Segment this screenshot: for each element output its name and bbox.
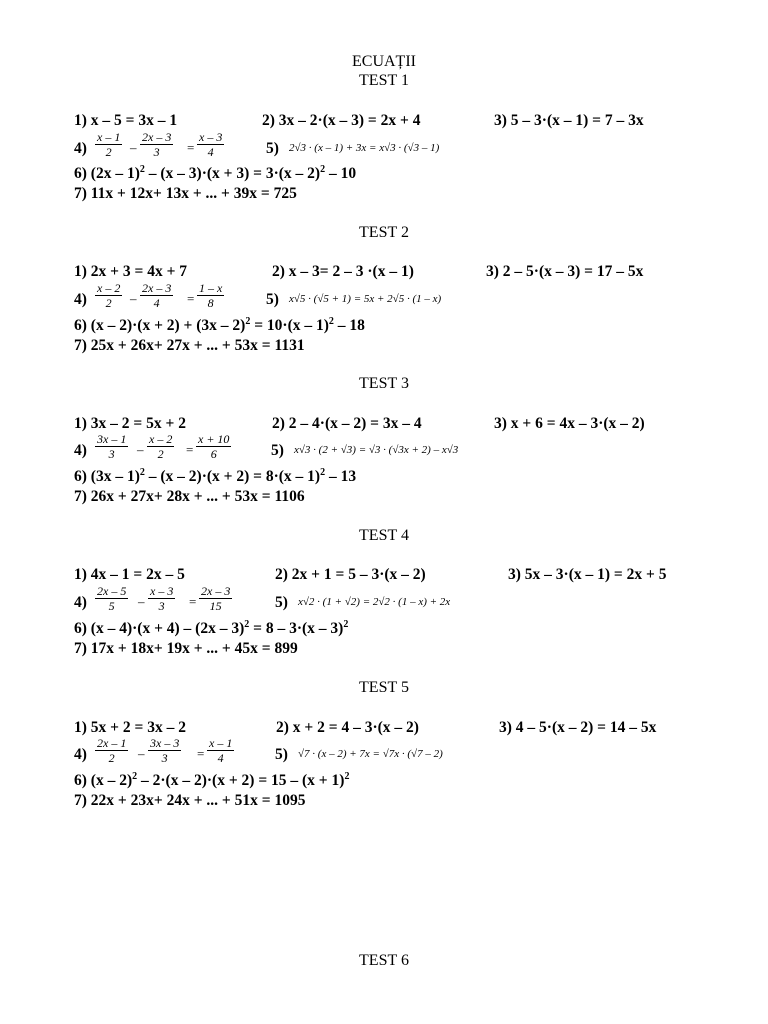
- test-2-problem-4-label: 4): [74, 291, 87, 308]
- numerator: x – 2: [97, 281, 121, 295]
- denominator: 2: [108, 751, 115, 765]
- p6-part-a: 6) (2x – 1): [74, 165, 140, 182]
- numerator: 2x – 3: [142, 281, 172, 295]
- test-4-heading: TEST 4: [359, 527, 409, 544]
- test-1-problem-1: 1) x – 5 = 3x – 1: [74, 112, 178, 129]
- test-3-problem-6: [74, 468, 356, 486]
- test-2-problem-6: [74, 317, 365, 335]
- equals-sign: =: [189, 594, 197, 609]
- test-5-problem-5: √7 · (x – 2) + 7x = √7x · (√7 – 2): [298, 748, 443, 760]
- denominator: 8: [207, 296, 214, 310]
- p6-part-b: = 10·(x – 1): [250, 317, 329, 334]
- test-1-problem-4-label: 4): [74, 140, 87, 157]
- test-1-problem-3: 3) 5 – 3·(x – 1) = 7 – 3x: [494, 112, 644, 129]
- test-2-heading: TEST 2: [359, 224, 409, 241]
- equals-sign: =: [197, 746, 205, 761]
- minus-sign: –: [138, 594, 145, 609]
- numerator: x – 1: [97, 130, 121, 144]
- p6-part-c: – 18: [333, 317, 365, 334]
- test-5-problem-6: [74, 772, 349, 790]
- denominator: 2: [105, 296, 112, 310]
- test-2-problem-5-label: 5): [266, 291, 279, 308]
- p6-part-a: 6) (3x – 1): [74, 468, 140, 485]
- test-1-fraction-1: [95, 130, 122, 159]
- test-1-fraction-2: [140, 130, 173, 159]
- denominator: 2: [157, 447, 164, 461]
- exponent: 2: [139, 466, 145, 478]
- denominator: 6: [210, 447, 217, 461]
- test-5-fraction-1: [95, 736, 128, 765]
- numerator: 2x – 1: [97, 736, 127, 750]
- minus-sign: –: [130, 140, 137, 155]
- denominator: 5: [108, 599, 115, 613]
- test-3-problem-4-label: 4): [74, 442, 87, 459]
- test-1-problem-6: [74, 165, 356, 183]
- exponent: 2: [320, 466, 326, 478]
- test-3-problem-7: 7) 26x + 27x+ 28x + ... + 53x = 1106: [74, 488, 305, 505]
- test-2-problem-1: 1) 2x + 3 = 4x + 7: [74, 263, 188, 280]
- denominator: 15: [209, 599, 222, 613]
- test-1-problem-5-label: 5): [266, 140, 279, 157]
- test-4-problem-7: 7) 17x + 18x+ 19x + ... + 45x = 899: [74, 640, 298, 657]
- test-5-problem-7: 7) 22x + 23x+ 24x + ... + 51x = 1095: [74, 792, 306, 809]
- exponent: 2: [344, 770, 350, 782]
- test-6-heading: TEST 6: [359, 952, 409, 969]
- numerator: 2x – 3: [201, 584, 231, 598]
- test-5-fraction-2: [148, 736, 181, 765]
- p6-part-a: 6) (x – 2): [74, 772, 133, 789]
- denominator: 4: [153, 296, 160, 310]
- test-1-problem-2: 2) 3x – 2·(x – 3) = 2x + 4: [262, 112, 421, 129]
- test-3-problem-1: 1) 3x – 2 = 5x + 2: [74, 415, 186, 432]
- denominator: 2: [105, 145, 112, 159]
- denominator: 3: [158, 599, 165, 613]
- test-2-problem-5: x√5 · (√5 + 1) = 5x + 2√5 · (1 – x): [289, 293, 442, 305]
- test-2-problem-7: 7) 25x + 26x+ 27x + ... + 53x = 1131: [74, 337, 305, 354]
- numerator: 2x – 5: [97, 584, 127, 598]
- test-5-problem-4-label: 4): [74, 746, 87, 763]
- p6-part-b: – (x – 3)·(x + 3) = 3·(x – 2): [144, 165, 321, 182]
- p6-part-b: = 8 – 3·(x – 3): [249, 620, 344, 637]
- test-4-fraction-2: [148, 584, 175, 613]
- numerator: x – 3: [150, 584, 174, 598]
- test-4-fraction-3: [199, 584, 232, 613]
- exponent: 2: [132, 770, 138, 782]
- equals-sign: =: [187, 140, 195, 155]
- test-5-problem-1: 1) 5x + 2 = 3x – 2: [74, 719, 186, 736]
- p6-part-b: – (x – 2)·(x + 2) = 8·(x – 1): [144, 468, 321, 485]
- test-3-problem-3: 3) x + 6 = 4x – 3·(x – 2): [494, 415, 645, 432]
- p6-part-c: – 10: [325, 165, 357, 182]
- denominator: 4: [217, 751, 224, 765]
- numerator: 1 – x: [199, 281, 223, 295]
- test-2-fraction-3: [197, 281, 224, 310]
- denominator: 3: [161, 751, 168, 765]
- test-3-heading: TEST 3: [359, 375, 409, 392]
- p6-part-a: 6) (x – 4)·(x + 4) – (2x – 3): [74, 620, 245, 637]
- test-4-problem-5-label: 5): [275, 594, 288, 611]
- test-5-problem-2: 2) x + 2 = 4 – 3·(x – 2): [276, 719, 419, 736]
- test-5-heading: TEST 5: [359, 679, 409, 696]
- test-4-problem-6: [74, 620, 348, 638]
- test-4-problem-4-label: 4): [74, 594, 87, 611]
- numerator: x – 3: [199, 130, 223, 144]
- exponent: 2: [320, 163, 326, 175]
- numerator: 3x – 1: [97, 432, 127, 446]
- exponent: 2: [343, 618, 349, 630]
- test-3-fraction-2: [147, 432, 174, 461]
- p6-part-a: 6) (x – 2)·(x + 2) + (3x – 2): [74, 317, 246, 334]
- numerator: x – 1: [209, 736, 233, 750]
- test-3-fraction-1: [95, 432, 128, 461]
- test-4-problem-2: 2) 2x + 1 = 5 – 3·(x – 2): [275, 566, 426, 583]
- page-title: ECUAȚII: [352, 53, 416, 70]
- exponent: 2: [244, 618, 250, 630]
- denominator: 3: [108, 447, 115, 461]
- test-1-fraction-3: [197, 130, 224, 159]
- test-3-problem-2: 2) 2 – 4·(x – 2) = 3x – 4: [272, 415, 422, 432]
- exponent: 2: [139, 163, 145, 175]
- test-1-heading: TEST 1: [359, 72, 409, 89]
- test-2-fraction-2: [140, 281, 173, 310]
- test-3-fraction-3: [196, 432, 231, 461]
- numerator: x – 2: [149, 432, 173, 446]
- minus-sign: –: [138, 746, 145, 761]
- test-3-problem-5-label: 5): [271, 442, 284, 459]
- test-4-problem-3: 3) 5x – 3·(x – 1) = 2x + 5: [508, 566, 667, 583]
- test-5-fraction-3: [207, 736, 234, 765]
- test-4-fraction-1: [95, 584, 128, 613]
- test-5-problem-5-label: 5): [275, 746, 288, 763]
- test-2-problem-3: 3) 2 – 5·(x – 3) = 17 – 5x: [486, 263, 644, 280]
- minus-sign: –: [130, 291, 137, 306]
- p6-part-b: – 2·(x – 2)·(x + 2) = 15 – (x + 1): [137, 772, 345, 789]
- test-1-problem-5: 2√3 · (x – 1) + 3x = x√3 · (√3 – 1): [289, 142, 440, 154]
- test-1-problem-7: 7) 11x + 12x+ 13x + ... + 39x = 725: [74, 185, 297, 202]
- numerator: 2x – 3: [142, 130, 172, 144]
- p6-part-c: – 13: [325, 468, 357, 485]
- test-3-problem-5: x√3 · (2 + √3) = √3 · (√3x + 2) – x√3: [294, 444, 459, 456]
- test-2-problem-2: 2) x – 3= 2 – 3 ·(x – 1): [272, 263, 414, 280]
- equals-sign: =: [187, 291, 195, 306]
- test-4-problem-1: 1) 4x – 1 = 2x – 5: [74, 566, 185, 583]
- exponent: 2: [328, 315, 334, 327]
- test-5-problem-3: 3) 4 – 5·(x – 2) = 14 – 5x: [499, 719, 657, 736]
- denominator: 4: [207, 145, 214, 159]
- equals-sign: =: [186, 442, 194, 457]
- denominator: 3: [153, 145, 160, 159]
- test-4-problem-5: x√2 · (1 + √2) = 2√2 · (1 – x) + 2x: [298, 596, 451, 608]
- exponent: 2: [245, 315, 251, 327]
- numerator: 3x – 3: [150, 736, 180, 750]
- test-2-fraction-1: [95, 281, 122, 310]
- minus-sign: –: [137, 442, 144, 457]
- numerator: x + 10: [198, 432, 230, 446]
